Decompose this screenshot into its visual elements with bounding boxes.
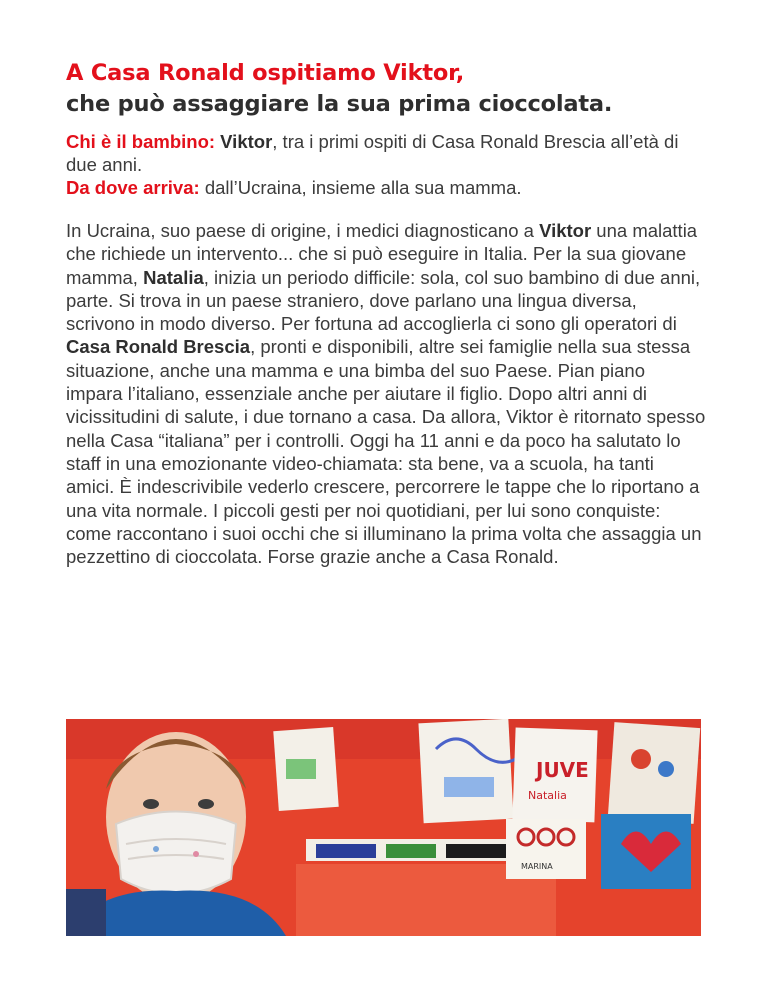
who-name: Viktor	[220, 131, 273, 152]
who-text: , tra i primi ospiti di Casa Ronald Brescia all’età di due anni.	[66, 131, 679, 175]
article	[66, 58, 706, 568]
article-title	[66, 58, 706, 120]
drawing-text-3: MARINA	[521, 862, 553, 871]
body-paragraph	[66, 219, 706, 568]
article-body	[66, 219, 706, 568]
body-part-4: , pronti e disponibili, altre sei famiglie nella sua stessa situazione, anche una mamma e una bimba del suo Paese. Pian piano impara l’italiano, essenziale anche per aiutare il figlio. Dopo altri anni di vicissitudini di salute, i due tornano a casa. Da allora, Viktor è ritornato spesso nella Casa “italiana” per i controlli. Oggi ha 11 anni e da poco ha salutato lo staff in una emozionante video-chiamata: sta bene, va a scuola, ha tanti amici. È indescrivibile vederlo crescere, percorrere le tappe che lo riportano a una vita normale. I piccoli gesti per noi quotidiani, per lui sono conquiste: come raccontano i suoi occhi che si illuminano la prima volta che assaggia un pezzettino di cioccolata. Forse grazie anche a Casa Ronald.	[66, 336, 706, 568]
body-natalia: Natalia	[143, 266, 204, 288]
drawing-text-2: Natalia	[528, 789, 567, 802]
body-casa-ronald: Casa Ronald Brescia	[66, 336, 251, 358]
photo-illustration	[66, 719, 701, 936]
drawing-text-1: JUVE	[536, 758, 589, 782]
intro-from	[66, 176, 706, 199]
from-text: dall’Ucraina, insieme alla sua mamma.	[199, 177, 522, 198]
intro-who	[66, 130, 706, 176]
body-viktor: Viktor	[539, 220, 592, 241]
article-photo	[66, 719, 701, 936]
title-line-2: che può assaggiare la sua prima cioccolata.	[66, 91, 613, 117]
body-part-2: una malattia che richiede un intervento... che si può eseguire in Italia. Per la sua giovane mamma,	[66, 220, 698, 288]
body-part-1: In Ucraina, suo paese di origine, i medici diagnosticano a	[66, 220, 540, 241]
who-label: Chi è il bambino:	[66, 131, 216, 152]
body-part-3: , inizia un periodo difficile: sola, col suo bambino di due anni, parte. Si trova in un paese straniero, dove parlano una lingua diversa, scrivono in modo diverso. Per fortuna ad accoglierla ci sono gli operatori di	[66, 266, 701, 335]
title-line-1: A Casa Ronald ospitiamo Viktor,	[66, 60, 465, 86]
intro-block	[66, 130, 706, 199]
from-label: Da dove arriva:	[66, 177, 200, 198]
